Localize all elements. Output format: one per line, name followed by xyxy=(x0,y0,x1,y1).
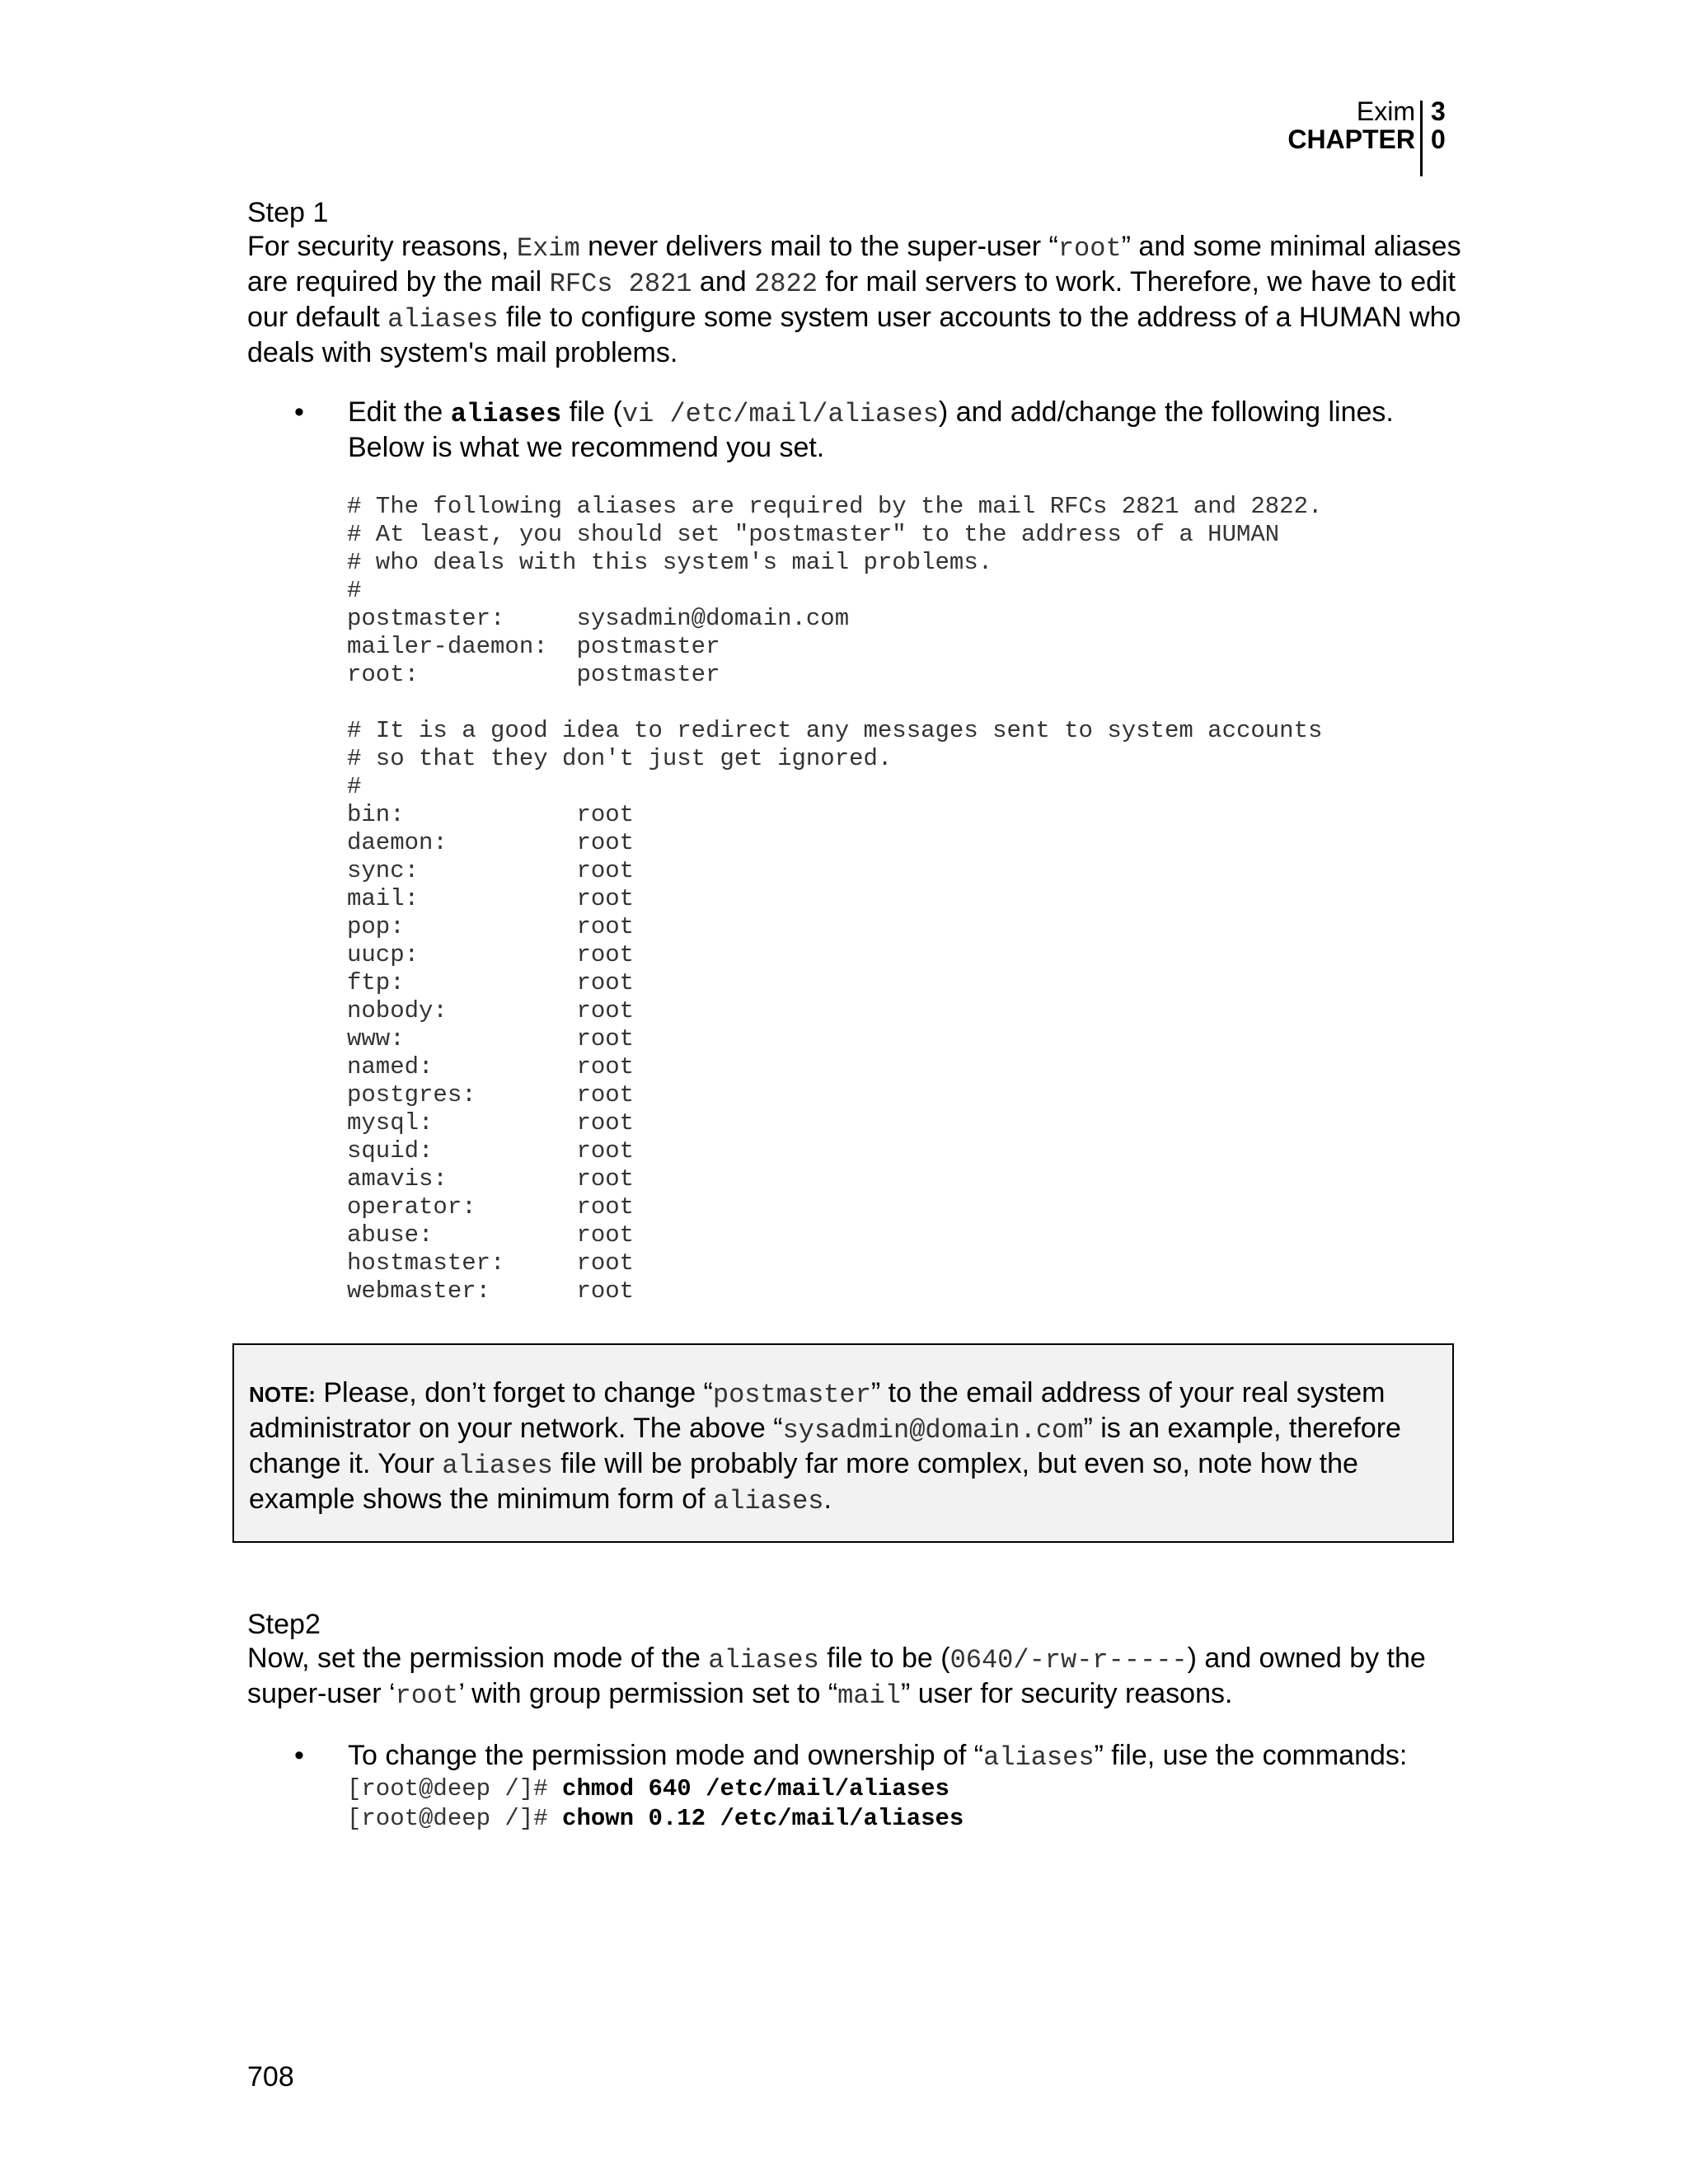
header-chapter-number xyxy=(1431,97,1446,153)
bullet-icon: • xyxy=(294,1740,304,1771)
header-chapter-label: CHAPTER xyxy=(1287,124,1415,154)
chapter-number-digit-1: 3 xyxy=(1431,96,1446,126)
note-label: NOTE: xyxy=(249,1382,316,1407)
note-text: NOTE: Please, don’t forget to change “postmaster” to the email address of your real system administrator on your network. The above “sysadmin@domain.com” is an example, therefore change it. Your aliases file will be probably far more complex, but even so, note how the example shows the minimum form of aliases. xyxy=(249,1377,1401,1516)
bullet-icon: • xyxy=(294,396,304,428)
bullet-edit-aliases-text: Edit the aliases file (vi /etc/mail/aliases) and add/change the following lines. Below is what we recommend you set. xyxy=(348,396,1394,463)
step2-title: Step2 xyxy=(247,1609,321,1640)
header-title: Exim xyxy=(1356,96,1415,126)
page-number: 708 xyxy=(247,2061,294,2093)
running-header xyxy=(1236,96,1451,174)
command-line: [root@deep /]# chown 0.12 /etc/mail/aliases xyxy=(347,1805,964,1832)
chapter-number-digit-2: 0 xyxy=(1431,124,1446,154)
step1-title: Step 1 xyxy=(247,197,329,228)
bullet-change-permissions-text: To change the permission mode and ownership of “aliases” file, use the commands: xyxy=(348,1740,1408,1773)
command-lines xyxy=(347,1774,964,1833)
header-divider xyxy=(1420,101,1423,176)
header-titles xyxy=(1287,97,1415,153)
aliases-code-block: # The following aliases are required by the mail RFCs 2821 and 2822. # At least, you should set "postmaster" to the address of a HUMAN # who deals with this system's mail problems. # postmaster: sysadmin@domain.com mailer-daemon: postmaster root: postmaster # It is a good idea to redirect any messages sent to system accounts # so that they don't just get ignored. # bin: root daemon: root sync: root mail: root pop: root uucp: root ftp: root nobody: root www: root named: root postgres: root mysql: root squid: root amavis: root operator: root abuse: root hostmaster: root webmaster: root xyxy=(347,493,1323,1305)
command-line: [root@deep /]# chmod 640 /etc/mail/aliases xyxy=(347,1775,950,1802)
step1-paragraph: For security reasons, Exim never delivers mail to the super-user “root” and some minimal aliases are required by the mail RFCs 2821 and 2822 for mail servers to work. Therefore, we have to edit our default aliases file to configure some system user accounts to the address of a HUMAN who deals with system's mail problems. xyxy=(247,231,1461,368)
step2-paragraph: Now, set the permission mode of the aliases file to be (0640/-rw-r-----) and owned by the super-user ‘root’ with group permission set to “mail” user for security reasons. xyxy=(247,1643,1426,1711)
note-box xyxy=(232,1343,1454,1543)
